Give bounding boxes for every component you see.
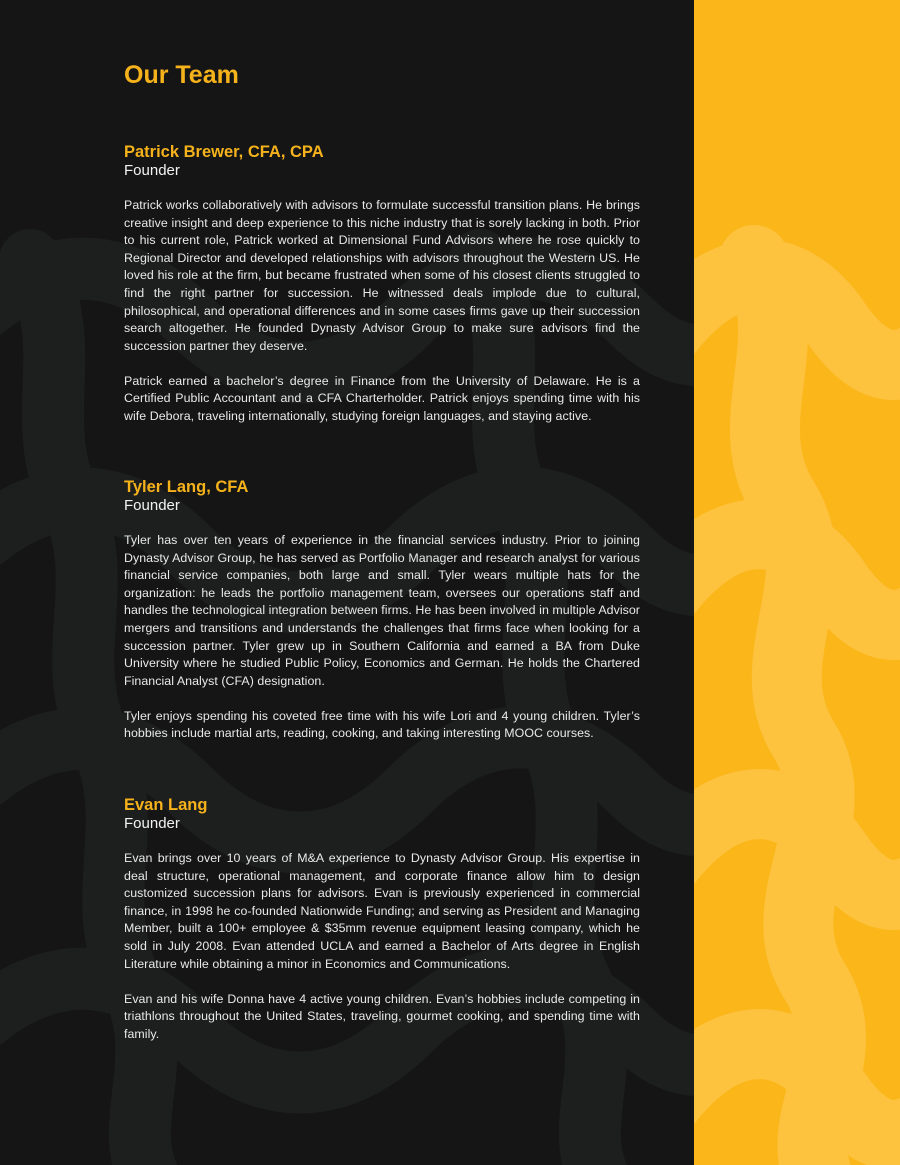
bio-paragraph: Tyler enjoys spending his coveted free time with his wife Lori and 4 young children. Tyler’s hobbies include martial arts, reading, cooking, and taking interesting MOOC courses. xyxy=(124,708,640,741)
bio-paragraph: Evan brings over 10 years of M&A experience to Dynasty Advisor Group. His expertise in deal structure, operational management, and corporate finance allow him to design customized succession plans for advisors. Evan is previously experienced in commercial finance, in 1998 he co-founded Nationwide Funding; and serving as President and Managing Member, built a 100+ employee & $35mm revenue equipment leasing company, which he sold in July 2008. Evan attended UCLA and earned a Bachelor of Arts degree in English Literature while obtaining a minor in Economics and Communications. xyxy=(124,851,640,971)
member-name: Patrick Brewer, CFA, CPA xyxy=(124,143,324,161)
member-role: Founder xyxy=(124,815,180,832)
bio-paragraph: Evan and his wife Donna have 4 active young children. Evan’s hobbies include competing in triathlons throughout the United States, traveling, gourmet cooking, and spending time with family. xyxy=(124,991,640,1041)
member-name: Tyler Lang, CFA xyxy=(124,478,249,496)
team-member-patrick xyxy=(124,143,640,426)
bio-paragraph: Tyler has over ten years of experience in the financial services industry. Prior to joining Dynasty Advisor Group, he has served as Portfolio Manager and research analyst for various financial service companies, both large and small. Tyler wears multiple hats for the organization: he leads the portfolio management team, oversees our operations staff and handles the technological integration between firms. He has been involved in multiple Advisor mergers and transitions and understands the challenges that firms face when looking for a succession partner. Tyler grew up in Southern California and earned a BA from Duke University where he studied Public Policy, Economics and German. He holds the Chartered Financial Analyst (CFA) designation. xyxy=(124,533,640,688)
wave-pattern-accent xyxy=(694,0,900,1165)
team-member-evan xyxy=(124,796,640,1043)
accent-panel xyxy=(694,0,900,1165)
member-name: Evan Lang xyxy=(124,796,208,814)
member-role: Founder xyxy=(124,497,180,514)
member-role: Founder xyxy=(124,162,180,179)
page-title: Our Team xyxy=(124,61,239,89)
team-member-tyler xyxy=(124,478,640,743)
bio-paragraph: Patrick works collaboratively with advisors to formulate successful transition plans. He brings creative insight and deep experience to this niche industry that is sorely lacking in both. Prior to his current role, Patrick worked at Dimensional Fund Advisors where he rose quickly to Regional Director and developed relationships with advisors throughout the Western US. He loved his role at the firm, but became frustrated when some of his closest clients struggled to find the right partner for succession. He witnessed deals implode due to cultural, philosophical, and operational differences and in some cases firms gave up their succession search altogether. He founded Dynasty Advisor Group to make sure advisors find the succession partner they deserve. xyxy=(124,198,640,353)
bio-paragraph: Patrick earned a bachelor’s degree in Finance from the University of Delaware. He is a Certified Public Accountant and a CFA Charterholder. Patrick enjoys spending time with his wife Debora, traveling internationally, studying foreign languages, and staying active. xyxy=(124,373,640,424)
team-content xyxy=(124,56,640,1041)
